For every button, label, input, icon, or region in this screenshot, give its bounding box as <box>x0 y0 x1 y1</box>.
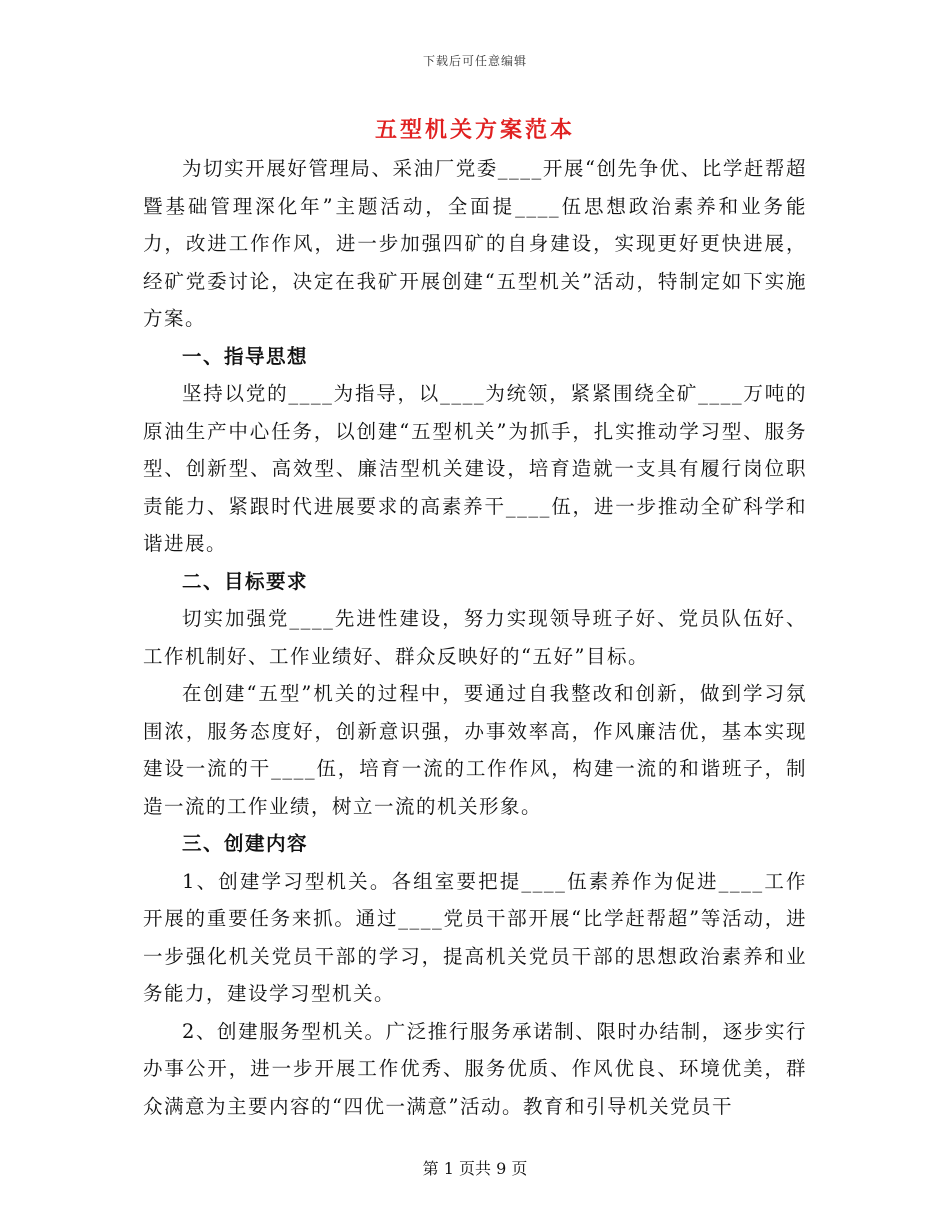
document-body <box>143 150 807 1125</box>
section-paragraph: 切实加强党____先进性建设，努力实现领导班子好、党员队伍好、工作机制好、工作业绩好、群众反映好的“五好”目标。 <box>143 607 807 668</box>
section-heading: 二、目标要求 <box>182 569 309 593</box>
document-title: 五型机关方案范本 <box>374 117 575 143</box>
section-heading: 一、指导思想 <box>182 344 309 368</box>
page-number: 第 1 页共 9 页 <box>422 1159 528 1178</box>
section-paragraph: 2、创建服务型机关。广泛推行服务承诺制、限时办结制，逐步实行办事公开，进一步开展工作优秀、服务优质、作风优良、环境优美，群众满意为主要内容的“四优一满意”活动。教育和引导机关党员干 <box>143 1019 807 1118</box>
page-header-note: 下载后可任意编辑 <box>422 54 527 68</box>
section-paragraph: 在创建“五型”机关的过程中，要通过自我整改和创新，做到学习氛围浓，服务态度好，创新意识强，办事效率高，作风廉洁优，基本实现建设一流的干____伍，培育一流的工作作风，构建一流的和谐班子，制造一流的工作业绩，树立一流的机关形象。 <box>143 682 807 818</box>
intro-paragraph: 为切实开展好管理局、采油厂党委____开展“创先争优、比学赶帮超暨基础管理深化年”主题活动，全面提____伍思想政治素养和业务能力，改进工作作风，进一步加强四矿的自身建设，实现更好更快进展，经矿党委讨论，决定在我矿开展创建“五型机关”活动，特制定如下实施方案。 <box>143 157 807 330</box>
section-paragraph: 坚持以党的____为指导，以____为统领，紧紧围绕全矿____万吨的原油生产中心任务，以创建“五型机关”为抓手，扎实推动学习型、服务型、创新型、高效型、廉洁型机关建设，培育造就一支具有履行岗位职责能力、紧跟时代进展要求的高素养干____伍，进一步推动全矿科学和谐进展。 <box>143 382 807 555</box>
section-paragraph: 1、创建学习型机关。各组室要把提____伍素养作为促进____工作开展的重要任务来抓。通过____党员干部开展“比学赶帮超”等活动，进一步强化机关党员干部的学习，提高机关党员干部的思想政治素养和业务能力，建设学习型机关。 <box>143 869 807 1005</box>
section-heading: 三、创建内容 <box>182 832 309 855</box>
